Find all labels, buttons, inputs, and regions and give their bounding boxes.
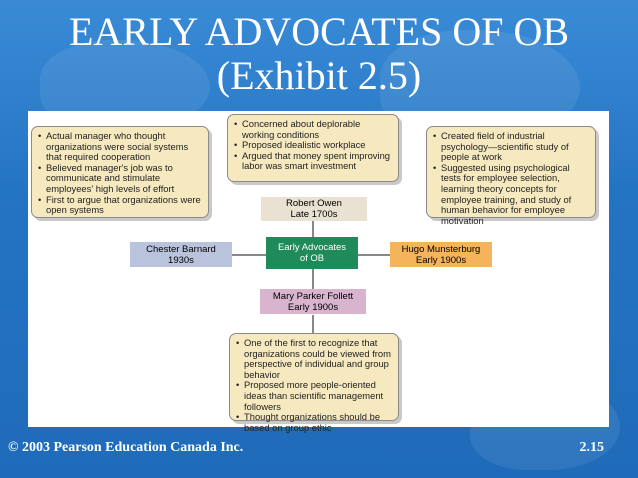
slide-title	[0, 10, 638, 98]
center-line1: Early Advocates	[277, 242, 347, 253]
node-mary-parker-follett	[260, 289, 366, 314]
connector-line	[230, 254, 266, 256]
slide-title-line2: (Exhibit 2.5)	[216, 53, 422, 98]
node-chester-barnard	[130, 242, 232, 267]
owen-point: • Argued that money spent improving labor was smart investment	[234, 151, 393, 172]
barnard-callout	[31, 126, 209, 218]
barnard-point: • Believed manager's job was to communicate and stimulate employees' high levels of effort	[38, 163, 203, 195]
node-hugo-munsterburg	[390, 242, 492, 267]
exhibit-panel	[28, 111, 609, 433]
node-name: Chester Barnard	[146, 243, 216, 255]
node-era: Early 1900s	[415, 254, 467, 266]
slide-number: 2.15	[579, 440, 604, 455]
node-era: 1930s	[168, 254, 194, 266]
node-era: Early 1900s	[287, 301, 339, 313]
munsterberg-callout	[426, 126, 596, 226]
node-early-advocates	[266, 237, 358, 269]
connector-line	[312, 267, 314, 289]
barnard-point: • First to argue that organizations were open systems	[38, 195, 203, 216]
node-era: Late 1700s	[290, 209, 338, 220]
node-name: Mary Parker Follett	[272, 290, 354, 302]
node-name: Hugo Munsterburg	[401, 243, 481, 255]
copyright-footer: © 2003 Pearson Education Canada Inc.	[8, 440, 244, 455]
connector-line	[358, 254, 390, 256]
connector-line	[312, 315, 314, 333]
follett-point: • Thought organizations should be based on group ethic	[236, 412, 393, 433]
owen-point: • Proposed idealistic workplace	[234, 140, 393, 151]
barnard-point: • Actual manager who thought organizations were social systems that required cooperation	[38, 131, 203, 163]
node-robert-owen	[261, 197, 367, 221]
owen-point: • Concerned about deplorable working conditions	[234, 119, 393, 140]
follett-point: • One of the first to recognize that organizations could be viewed from perspective of individual and group behavior	[236, 338, 393, 380]
center-line2: of OB	[299, 253, 325, 264]
follett-callout	[229, 333, 399, 433]
follett-point: • Proposed more people-oriented ideas than scientific management followers	[236, 380, 393, 412]
slide-title-line1: EARLY ADVOCATES OF OB	[68, 9, 570, 54]
owen-callout	[227, 114, 399, 182]
munsterberg-point: • Created field of industrial psychology—scientific study of people at work	[433, 131, 590, 163]
munsterberg-point: • Suggested using psychological tests for employee selection, learning theory concepts for employee training, and study of human behavior for employee motivation	[433, 163, 590, 227]
node-name: Robert Owen	[286, 198, 342, 209]
